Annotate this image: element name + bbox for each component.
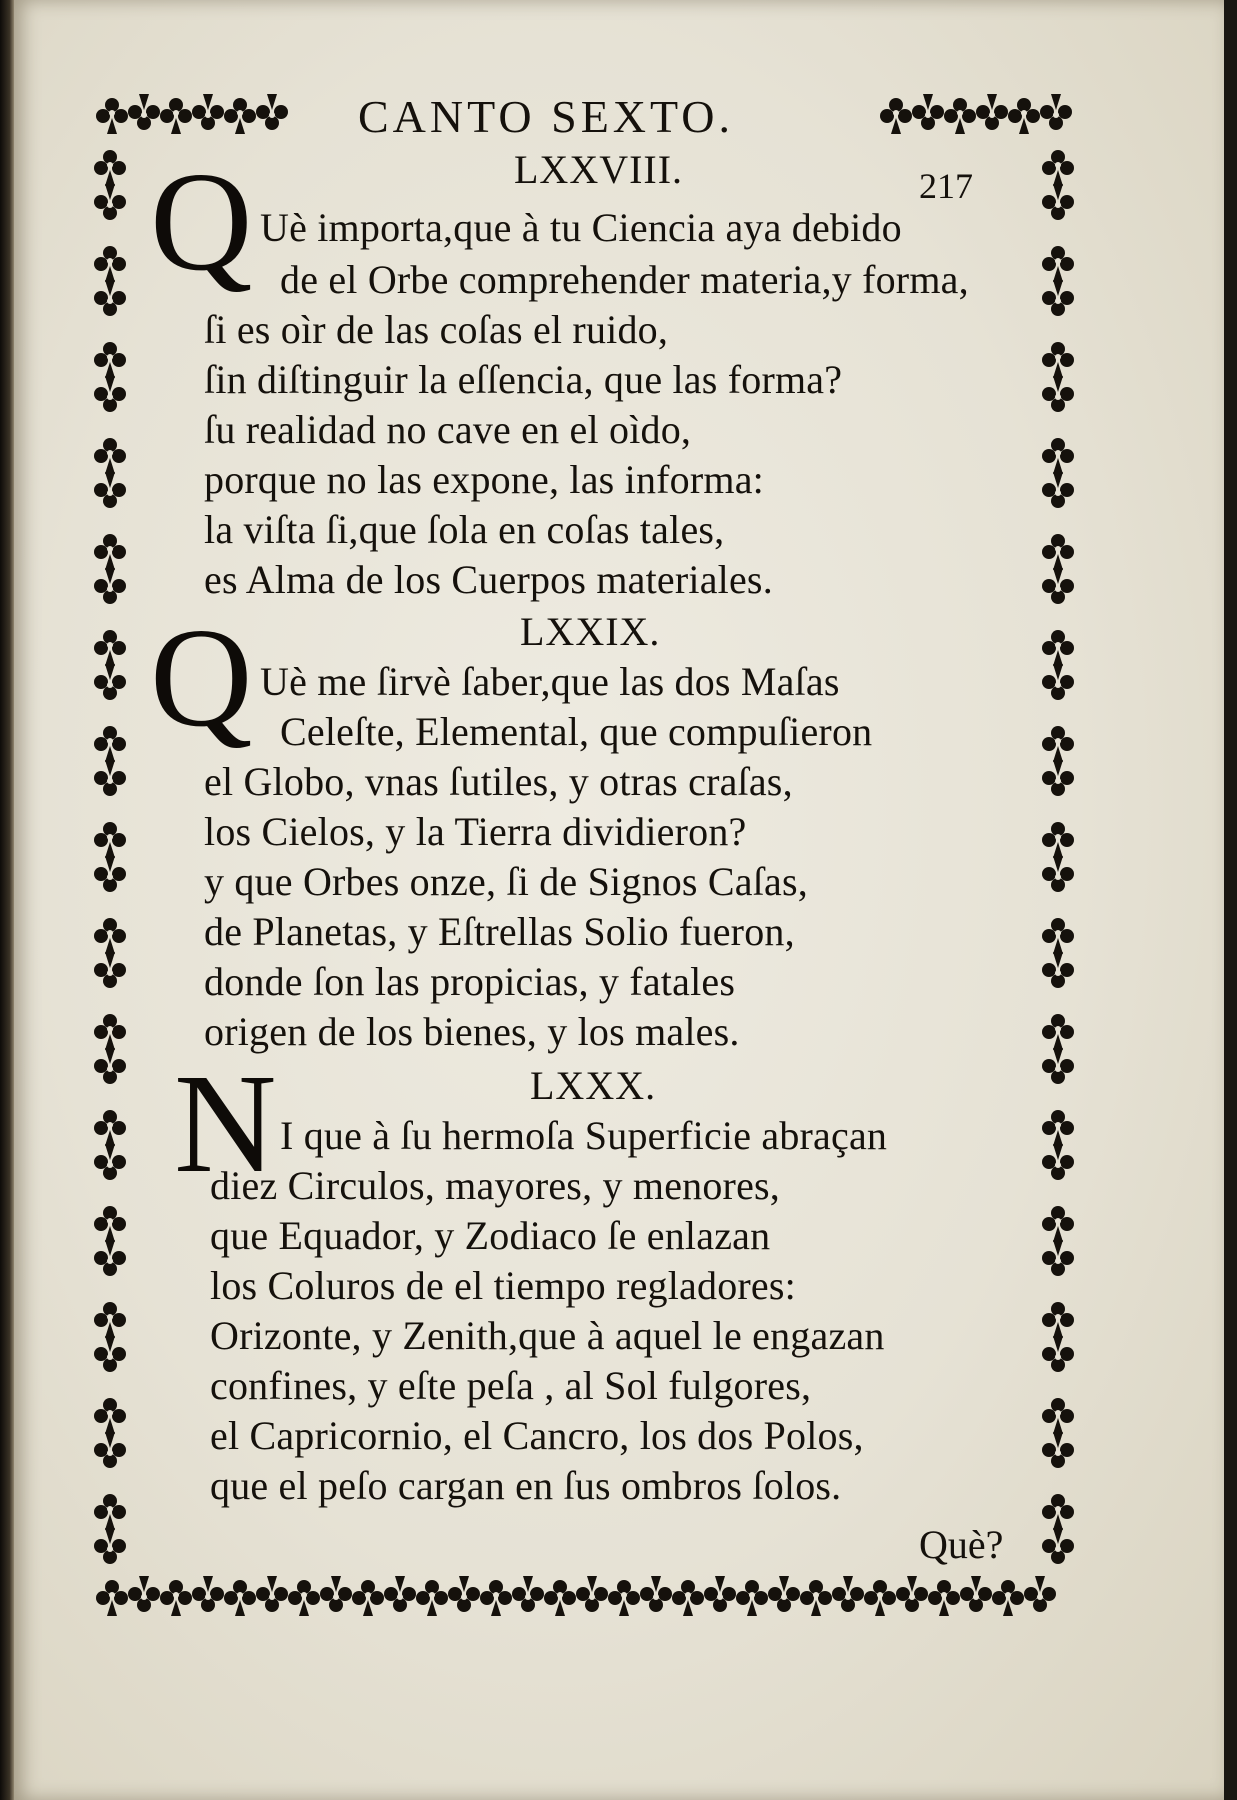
verse-line: ſu realidad no cave en el oìdo, bbox=[204, 407, 692, 452]
verse-line: Uè importa,que à tu Ciencia aya debido bbox=[260, 205, 902, 250]
verse-line: ſi es oìr de las coſas el ruido, bbox=[204, 307, 669, 352]
verse-line: el Capricornio, el Cancro, los dos Polos, bbox=[210, 1413, 864, 1458]
running-head: CANTO SEXTO. bbox=[358, 91, 734, 142]
verse-line: confines, y eſte peſa , al Sol fulgores, bbox=[210, 1363, 812, 1408]
verse-line: Orizonte, y Zenith,que à aquel le engazan bbox=[210, 1313, 885, 1358]
stanza-numeral: LXXIX. bbox=[520, 609, 661, 654]
stanza-numeral: LXXVIII. bbox=[514, 147, 684, 192]
verse-line: diez Circulos, mayores, y menores, bbox=[210, 1163, 780, 1208]
verse-line: de el Orbe comprehender materia,y forma, bbox=[280, 257, 969, 302]
verse-line: donde ſon las propicias, y fatales bbox=[204, 959, 736, 1004]
drop-cap-initial: N bbox=[174, 1044, 277, 1202]
verse-line: origen de los bienes, y los males. bbox=[204, 1009, 740, 1054]
drop-cap-initial: Q bbox=[150, 598, 253, 756]
verse-line: la viſta ſi,que ſola en coſas tales, bbox=[204, 507, 725, 552]
verse-line: porque no las expone, las informa: bbox=[204, 457, 764, 502]
verse-line: que el peſo cargan en ſus ombros ſolos. bbox=[210, 1463, 842, 1508]
verse-line: Uè me ſirvè ſaber,que las dos Maſas bbox=[260, 659, 840, 704]
verse-line: ſin diſtinguir la eſſencia, que las forma? bbox=[204, 357, 843, 402]
verse-line: los Coluros de el tiempo regladores: bbox=[210, 1263, 796, 1308]
verse-line: y que Orbes onze, ſi de Signos Caſas, bbox=[204, 859, 808, 904]
drop-cap-initial: Q bbox=[150, 142, 253, 300]
book-page bbox=[14, 0, 1224, 1800]
verse-line: I que à ſu hermoſa Superficie abraçan bbox=[280, 1113, 888, 1158]
verse-line: de Planetas, y Eſtrellas Solio fueron, bbox=[204, 909, 795, 954]
page-number: 217 bbox=[919, 166, 973, 206]
verse-line: es Alma de los Cuerpos materiales. bbox=[204, 557, 773, 602]
stanza-numeral: LXXX. bbox=[530, 1063, 657, 1108]
verse-line: Celeſte, Elemental, que compuſieron bbox=[280, 709, 873, 754]
verse-line: que Equador, y Zodiaco ſe enlazan bbox=[210, 1213, 771, 1258]
verse-line: el Globo, vnas ſutiles, y otras craſas, bbox=[204, 759, 793, 804]
catchword: Què? bbox=[919, 1522, 1004, 1567]
verse-line: los Cielos, y la Tierra dividieron? bbox=[204, 809, 747, 854]
page-text-block bbox=[14, 0, 1224, 1800]
